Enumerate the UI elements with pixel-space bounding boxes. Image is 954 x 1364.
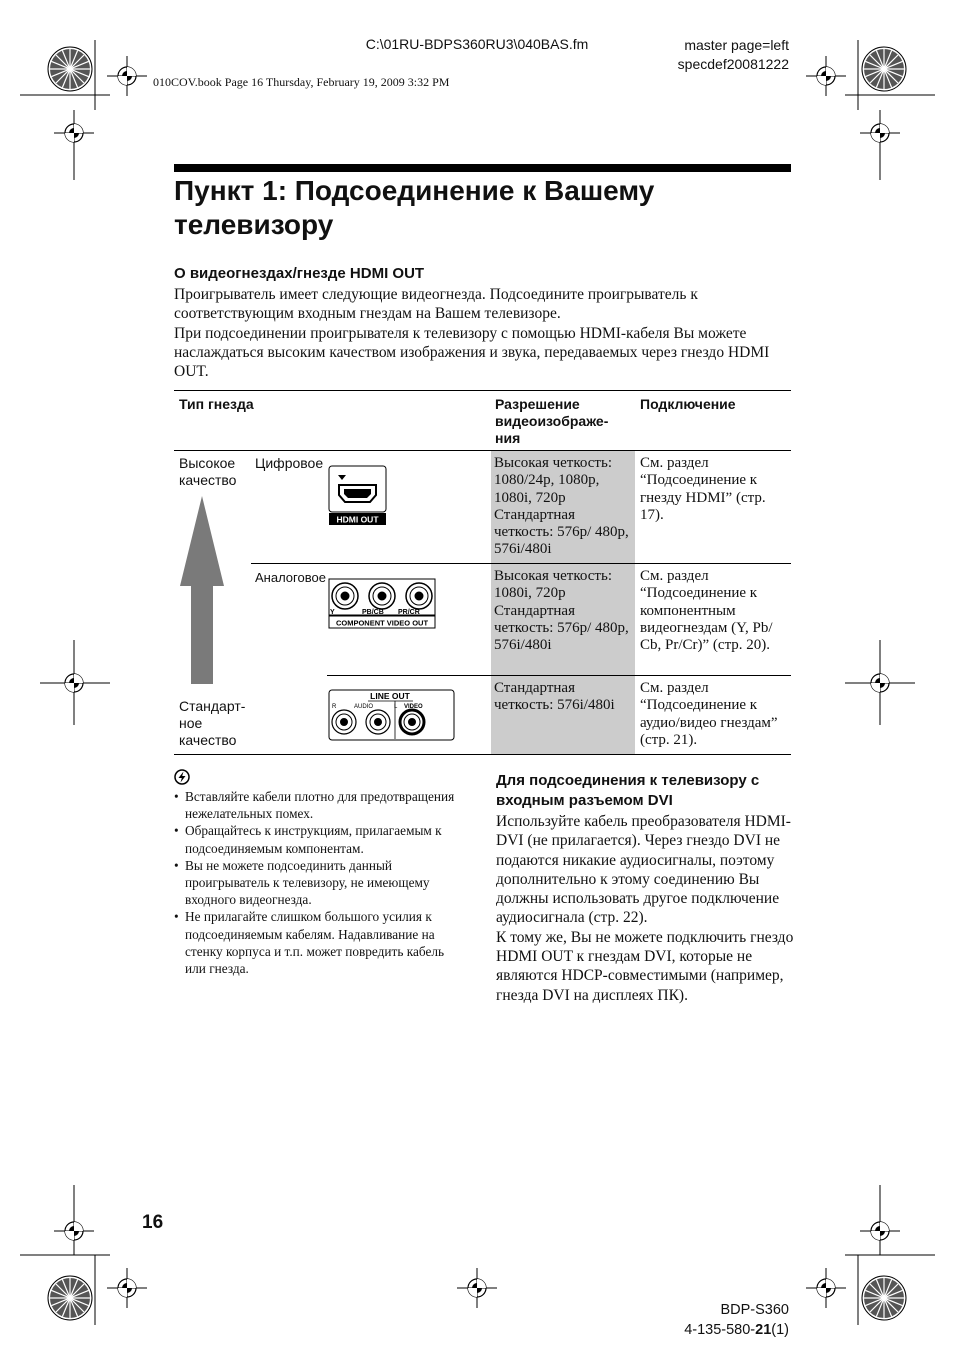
dvi-text bbox=[496, 812, 796, 1005]
hdmi-jack-caption: HDMI OUT bbox=[336, 514, 379, 525]
connection-cell: См. раздел “Подсоединение к компонентным видеогнездам (Y, Pb/ Cb, Pr/Cr)” (стр. 20). bbox=[640, 568, 773, 654]
footer bbox=[684, 1300, 789, 1340]
line-out-video-label: VIDEO bbox=[404, 704, 423, 710]
footer-code-prefix: 4-135-580- bbox=[684, 1322, 756, 1338]
resolution-cell: Высокая четкость: 1080i, 720p Стандартная четкость: 576p/ 480p, 576i/480i bbox=[494, 568, 629, 654]
header-spec: specdef20081222 bbox=[677, 56, 789, 72]
table-top-rule bbox=[174, 390, 791, 391]
col-header-jack-type: Тип гнезда bbox=[179, 396, 254, 412]
intro-paragraph: При подсоединении проигрывателя к телевизору с помощью HDMI-кабеля Вы можете наслаждаться высоким качеством изображения и звука, передаваемых через гнездо HDMI OUT. bbox=[174, 324, 770, 381]
dvi-paragraph: Используйте кабель преобразователя HDMI-DVI (не прилагается). Через гнездо DVI не подаются никакие аудиосигналы, поэтому дополнительно к этому соединению Вы должны использовать другое подключение аудиосигнала (стр. 22). bbox=[496, 813, 791, 927]
connection-cell: См. раздел “Подсоединение к гнезду HDMI” (стр. 17). bbox=[640, 455, 766, 523]
quality-arrow-icon bbox=[178, 494, 226, 686]
resolution-cell: Высокая четкость: 1080/24p, 1080p, 1080i, 720p Стандартная четкость: 576p/ 480p, 576i/480i bbox=[494, 455, 629, 558]
note-item: • Вы не можете подсоединить данный проигрыватель к телевизору, не имеющему входного видеогнезда. bbox=[174, 857, 464, 909]
line-out-jack-icon bbox=[328, 689, 456, 741]
dvi-paragraph: К тому же, Вы не можете подключить гнездо HDMI OUT к гнездам DVI, которые не являются HDCP-совместимыми (например, гнезда DVI на дисплеях ПК). bbox=[496, 928, 794, 1004]
table-bottom-rule bbox=[174, 754, 791, 755]
component-jack-y-label: Y bbox=[330, 609, 335, 616]
footer-code-bold: 21 bbox=[755, 1322, 772, 1338]
header-book-info: 010COV.book Page 16 Thursday, February 19, 2009 3:32 PM bbox=[153, 75, 450, 89]
jack-type-digital: Цифровое bbox=[255, 455, 324, 471]
footer-model: BDP-S360 bbox=[720, 1302, 789, 1318]
page-title: Пункт 1: Подсоединение к Вашему телевизору bbox=[174, 175, 655, 240]
component-jack-caption: COMPONENT VIDEO OUT bbox=[335, 618, 429, 628]
header-file-path: C:\01RU-BDPS360RU3\040BAS.fm bbox=[365, 36, 589, 52]
page-number: 16 bbox=[142, 1212, 164, 1233]
dvi-heading: Для подсоединения к телевизору с входным разъемом DVI bbox=[496, 772, 760, 809]
title-rule bbox=[174, 164, 791, 172]
line-out-r-label: R bbox=[332, 704, 337, 710]
jack-type-analog: Аналоговое bbox=[255, 570, 326, 585]
caution-icon bbox=[174, 769, 190, 785]
col-header-connection: Подключение bbox=[640, 396, 736, 412]
col-header-resolution: Разрешение видеоизображе-ния bbox=[495, 396, 609, 446]
component-jack-icon bbox=[328, 578, 438, 630]
note-item: • Не прилагайте слишком большого усилия к подсоединяемым кабелям. Надавливание на стенку корпуса и т.п. может повредить кабель или гнезда. bbox=[174, 908, 464, 977]
line-out-l-label: L bbox=[394, 704, 398, 710]
header-master-page: master page=left bbox=[684, 37, 789, 53]
line-out-caption: LINE OUT bbox=[370, 691, 410, 701]
resolution-cell: Стандартная четкость: 576i/480i bbox=[494, 680, 615, 714]
intro-paragraph: Проигрыватель имеет следующие видеогнезда. Подсоедините проигрыватель к соответствующим входным гнездам на Вашем телевизоре. bbox=[174, 286, 698, 323]
component-jack-pb-label: PB/CB bbox=[362, 609, 384, 616]
note-item: • Вставляйте кабели плотно для предотвращения нежелательных помех. bbox=[174, 788, 464, 822]
notes-list bbox=[174, 788, 464, 977]
component-jack-pr-label: PR/CR bbox=[398, 609, 420, 616]
header-right bbox=[678, 36, 789, 74]
section-heading: О видеогнездах/гнезде HDMI OUT bbox=[174, 265, 425, 282]
line-out-audio-label: AUDIO bbox=[354, 704, 374, 710]
quality-high-label: Высокое качество bbox=[179, 455, 237, 488]
connection-cell: См. раздел “Подсоединение к аудио/видео гнездам” (стр. 21). bbox=[640, 680, 778, 748]
quality-standard-label: Стандарт-ное качество bbox=[179, 698, 246, 748]
table-header-rule bbox=[174, 450, 791, 451]
table-row-rule bbox=[327, 675, 791, 676]
footer-code bbox=[684, 1320, 789, 1340]
hdmi-jack-icon bbox=[328, 465, 388, 527]
table-row-rule bbox=[251, 563, 791, 564]
footer-code-suffix: (1) bbox=[771, 1322, 789, 1338]
note-item: • Обращайтесь к инструкциям, прилагаемым к подсоединяемым компонентам. bbox=[174, 822, 464, 856]
intro-text bbox=[174, 285, 794, 381]
